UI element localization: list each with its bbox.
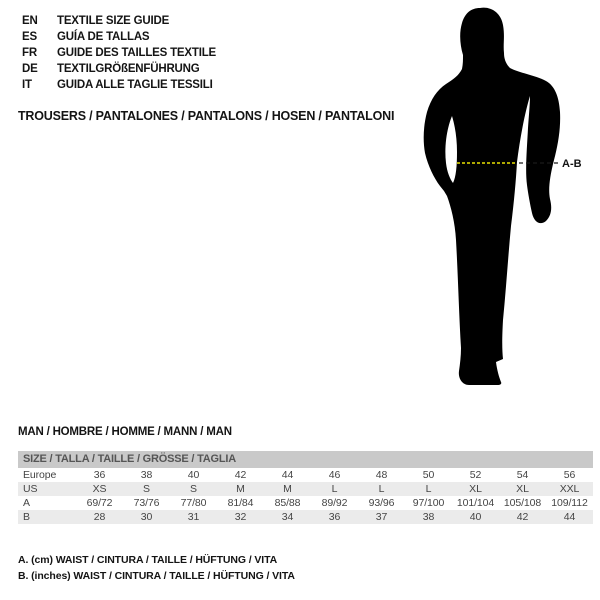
size-cell: 42 xyxy=(516,511,529,523)
size-cell: 31 xyxy=(187,511,200,523)
size-cell: 44 xyxy=(563,511,576,523)
language-code: DE xyxy=(22,63,38,75)
table-row-b-inches xyxy=(18,510,593,524)
size-cell: 28 xyxy=(93,511,106,523)
size-cell: L xyxy=(378,483,385,495)
size-cell: 40 xyxy=(469,511,482,523)
size-cell: 97/100 xyxy=(412,497,445,509)
size-cell: 37 xyxy=(375,511,388,523)
language-code: IT xyxy=(22,79,32,91)
section-heading: MAN / HOMBRE / HOMME / MANN / MAN xyxy=(18,426,232,438)
size-cell: 101/104 xyxy=(456,497,495,509)
size-cell: 93/96 xyxy=(368,497,395,509)
size-cell: 77/80 xyxy=(180,497,207,509)
table-row-a-cm xyxy=(18,496,593,510)
language-row xyxy=(22,77,216,93)
language-row xyxy=(22,45,216,61)
language-list xyxy=(22,13,216,93)
size-cell: 30 xyxy=(140,511,153,523)
size-cell: 48 xyxy=(375,469,388,481)
language-label: TEXTILE SIZE GUIDE xyxy=(57,15,170,27)
note-b-inches: B. (inches) WAIST / CINTURA / TAILLE / HÜFTUNG / VITA xyxy=(18,570,295,582)
language-row xyxy=(22,29,216,45)
size-table-header: SIZE / TALLA / TAILLE / GRÖSSE / TAGLIA xyxy=(18,451,593,468)
language-code: FR xyxy=(22,47,37,59)
size-table xyxy=(18,451,593,524)
size-cell: XXL xyxy=(559,483,580,495)
language-label: TEXTILGRÖßENFÜHRUNG xyxy=(57,63,200,75)
size-cell: L xyxy=(331,483,338,495)
table-row-europe xyxy=(18,468,593,482)
product-heading: TROUSERS / PANTALONES / PANTALONS / HOSEN / PANTALONI xyxy=(18,109,395,123)
size-cell: 38 xyxy=(422,511,435,523)
row-label: Europe xyxy=(23,469,57,481)
size-cell: 50 xyxy=(422,469,435,481)
language-label: GUIDA ALLE TAGLIE TESSILI xyxy=(57,79,213,91)
size-cell: S xyxy=(190,483,197,495)
note-a-cm: A. (cm) WAIST / CINTURA / TAILLE / HÜFTUNG / VITA xyxy=(18,554,278,566)
size-cell: M xyxy=(283,483,292,495)
size-cell: M xyxy=(236,483,245,495)
size-cell: 105/108 xyxy=(503,497,542,509)
size-cell: 46 xyxy=(328,469,341,481)
size-cell: 36 xyxy=(93,469,106,481)
size-cell: XL xyxy=(516,483,529,495)
language-label: GUÍA DE TALLAS xyxy=(57,31,150,43)
size-cell: 40 xyxy=(187,469,200,481)
language-label: GUIDE DES TAILLES TEXTILE xyxy=(57,47,216,59)
row-label: A xyxy=(23,497,30,509)
row-label: B xyxy=(23,511,30,523)
size-cell: 109/112 xyxy=(551,497,588,509)
man-silhouette xyxy=(424,8,560,385)
size-cell: XS xyxy=(92,483,107,495)
size-cell: 52 xyxy=(469,469,482,481)
size-cell: 89/92 xyxy=(321,497,348,509)
language-row xyxy=(22,61,216,77)
size-cell: 36 xyxy=(328,511,341,523)
size-cell: 56 xyxy=(563,469,576,481)
size-cell: 81/84 xyxy=(227,497,254,509)
size-cell: 34 xyxy=(281,511,294,523)
language-code: ES xyxy=(22,31,37,43)
row-label: US xyxy=(23,483,38,495)
size-cell: 38 xyxy=(140,469,153,481)
size-cell: 42 xyxy=(234,469,247,481)
measurement-notes xyxy=(18,552,295,584)
table-row-us xyxy=(18,482,593,496)
size-cell: 85/88 xyxy=(274,497,301,509)
waist-measure-label: A-B xyxy=(562,158,582,170)
size-cell: 54 xyxy=(516,469,529,481)
size-cell: XL xyxy=(469,483,482,495)
size-cell: 44 xyxy=(281,469,294,481)
language-row xyxy=(22,13,216,29)
size-cell: 73/76 xyxy=(133,497,160,509)
size-cell: L xyxy=(425,483,432,495)
language-code: EN xyxy=(22,15,38,27)
size-cell: S xyxy=(143,483,150,495)
size-cell: 32 xyxy=(234,511,247,523)
size-cell: 69/72 xyxy=(86,497,113,509)
